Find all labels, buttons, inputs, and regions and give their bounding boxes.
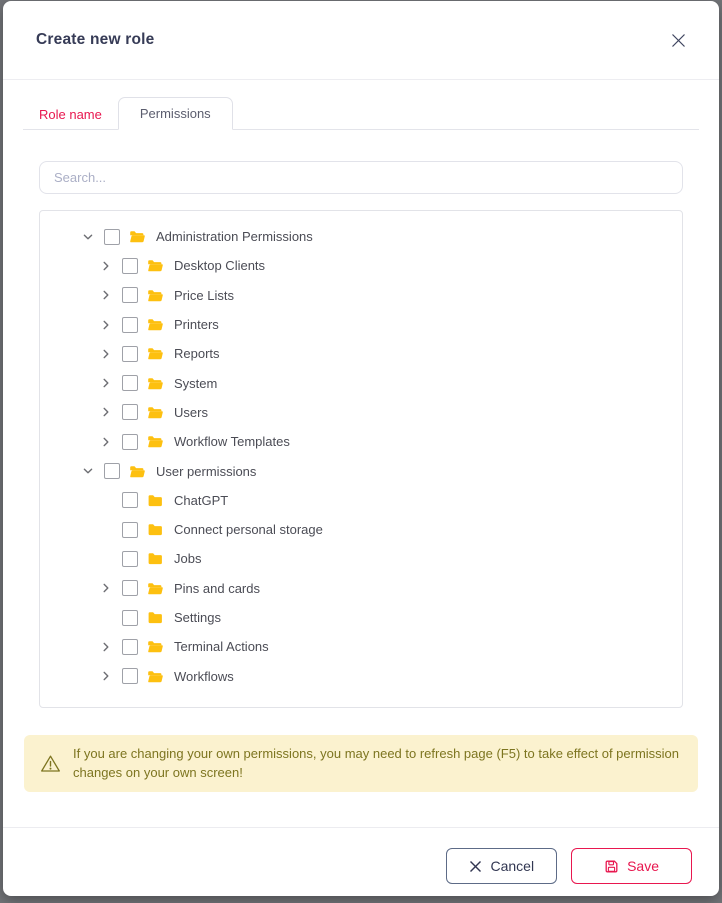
- tree-node[interactable]: [40, 544, 682, 573]
- chevron-spacer: [98, 492, 114, 508]
- chevron-right-icon[interactable]: [98, 668, 114, 684]
- tree-node-label: Printers: [174, 317, 219, 333]
- tree-node-label: Workflows: [174, 668, 234, 684]
- tree-node[interactable]: [40, 398, 682, 427]
- checkbox[interactable]: [122, 404, 138, 420]
- floppy-disk-icon: [604, 859, 619, 874]
- checkbox[interactable]: [122, 668, 138, 684]
- folder-icon: [147, 610, 164, 625]
- save-button-label: Save: [627, 858, 659, 874]
- tree-node[interactable]: [40, 310, 682, 339]
- checkbox[interactable]: [122, 639, 138, 655]
- folder-icon: [147, 522, 164, 537]
- chevron-right-icon[interactable]: [98, 434, 114, 450]
- warning-triangle-icon: [40, 754, 61, 773]
- modal-title: Create new role: [36, 31, 155, 48]
- search-wrap: [39, 161, 683, 194]
- tree-node[interactable]: [40, 632, 682, 661]
- modal-footer: [3, 827, 719, 896]
- tree-node[interactable]: [40, 515, 682, 544]
- folder-open-icon: [147, 346, 164, 361]
- tree-node-label: ChatGPT: [174, 492, 229, 508]
- tree-node[interactable]: [40, 486, 682, 515]
- close-icon[interactable]: [667, 29, 689, 51]
- tree-node-label: Workflow Templates: [174, 434, 290, 450]
- checkbox[interactable]: [122, 492, 138, 508]
- tree-node[interactable]: [40, 603, 682, 632]
- tree-node-label: Users: [174, 404, 208, 420]
- chevron-right-icon[interactable]: [98, 287, 114, 303]
- folder-open-icon: [147, 405, 164, 420]
- tree-node-label: User permissions: [156, 463, 257, 479]
- chevron-right-icon[interactable]: [98, 404, 114, 420]
- checkbox[interactable]: [104, 229, 120, 245]
- tree-node-label: Reports: [174, 346, 220, 362]
- folder-open-icon: [147, 288, 164, 303]
- chevron-right-icon[interactable]: [98, 258, 114, 274]
- chevron-spacer: [98, 551, 114, 567]
- tree-node[interactable]: [40, 251, 682, 280]
- x-icon: [469, 860, 482, 873]
- folder-open-icon: [147, 669, 164, 684]
- checkbox[interactable]: [104, 463, 120, 479]
- cancel-button[interactable]: [446, 848, 557, 884]
- checkbox[interactable]: [122, 346, 138, 362]
- tree-node[interactable]: [40, 222, 682, 251]
- chevron-down-icon[interactable]: [80, 229, 96, 245]
- folder-open-icon: [147, 581, 164, 596]
- permissions-tree: [39, 210, 683, 708]
- tab-bar: [23, 98, 699, 130]
- folder-open-icon: [147, 317, 164, 332]
- create-role-modal: [3, 1, 719, 896]
- folder-open-icon: [129, 229, 146, 244]
- checkbox[interactable]: [122, 258, 138, 274]
- chevron-right-icon[interactable]: [98, 375, 114, 391]
- checkbox[interactable]: [122, 317, 138, 333]
- tree-node[interactable]: [40, 456, 682, 485]
- checkbox[interactable]: [122, 522, 138, 538]
- tree-node-label: Jobs: [174, 551, 202, 567]
- folder-open-icon: [147, 639, 164, 654]
- chevron-right-icon[interactable]: [98, 580, 114, 596]
- tree-node[interactable]: [40, 427, 682, 456]
- folder-icon: [147, 493, 164, 508]
- search-input[interactable]: [39, 161, 683, 194]
- cancel-button-label: Cancel: [490, 858, 535, 874]
- tree-node[interactable]: [40, 368, 682, 397]
- tree-node[interactable]: [40, 661, 682, 690]
- checkbox[interactable]: [122, 610, 138, 626]
- tree-node-label: Price Lists: [174, 287, 234, 303]
- warning-text: If you are changing your own permissions, you may need to refresh page (F5) to take effect of permission changes on your own screen!: [73, 745, 680, 780]
- checkbox[interactable]: [122, 551, 138, 567]
- tree-node[interactable]: [40, 281, 682, 310]
- tree-node-label: Administration Permissions: [156, 229, 313, 245]
- warning-banner: [24, 735, 698, 792]
- folder-icon: [147, 551, 164, 566]
- folder-open-icon: [129, 464, 146, 479]
- chevron-right-icon[interactable]: [98, 317, 114, 333]
- modal-header: [3, 1, 719, 80]
- tree-node-label: Terminal Actions: [174, 639, 269, 655]
- folder-open-icon: [147, 376, 164, 391]
- checkbox[interactable]: [122, 580, 138, 596]
- tree-node[interactable]: [40, 574, 682, 603]
- save-button[interactable]: [571, 848, 692, 884]
- checkbox[interactable]: [122, 287, 138, 303]
- chevron-right-icon[interactable]: [98, 346, 114, 362]
- tree-node-label: Settings: [174, 610, 221, 625]
- tab-role-name[interactable]: Role name: [39, 107, 102, 122]
- checkbox[interactable]: [122, 434, 138, 450]
- folder-open-icon: [147, 258, 164, 273]
- tree-node-label: Desktop Clients: [174, 258, 266, 274]
- chevron-right-icon[interactable]: [98, 639, 114, 655]
- tab-permissions[interactable]: Permissions: [118, 97, 233, 130]
- checkbox[interactable]: [122, 375, 138, 391]
- folder-open-icon: [147, 434, 164, 449]
- chevron-spacer: [98, 522, 114, 538]
- chevron-down-icon[interactable]: [80, 463, 96, 479]
- tree-node-label: Connect personal storage: [174, 522, 323, 538]
- chevron-spacer: [98, 610, 114, 626]
- tree-node-label: Pins and cards: [174, 580, 260, 596]
- tree-node[interactable]: [40, 339, 682, 368]
- tree-node-label: System: [174, 375, 218, 391]
